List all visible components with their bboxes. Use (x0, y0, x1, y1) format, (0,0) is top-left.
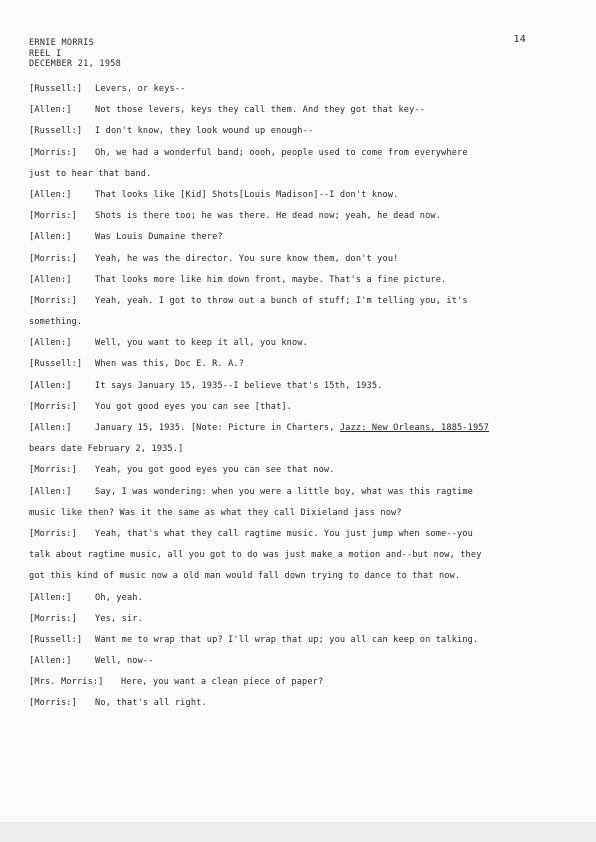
speaker-label: [Allen:] (29, 380, 72, 391)
interview-date: DECEMBER 21, 1958 (29, 59, 122, 69)
speaker-label: [Morris:] (29, 528, 77, 539)
transcript-line (29, 231, 569, 252)
book-title: Jazz: New Orleans, 1885-1957 (339, 423, 489, 433)
dialogue-text: Yes, sir. (95, 613, 143, 624)
transcript-continuation-line (29, 443, 569, 464)
speaker-label: [Morris:] (29, 698, 77, 709)
speaker-label: [Russell:] (29, 84, 83, 94)
speaker-label: [Allen:] (29, 592, 72, 603)
dialogue-continuation: just to hear that band. (29, 168, 152, 179)
transcript-line (29, 125, 569, 146)
dialogue-text: Here, you want a clean piece of paper? (121, 677, 324, 688)
dialogue-text: Well, you want to keep it all, you know. (95, 338, 308, 349)
dialogue-continuation: talk about ragtime music, all you got to do was just make a motion and--but now, they (29, 550, 482, 561)
transcript-continuation-line (29, 549, 569, 570)
speaker-label: [Russell:] (29, 634, 83, 645)
dialogue-text: Was Louis Dumaine there? (95, 232, 223, 243)
transcript-continuation-line (29, 507, 569, 528)
transcript-line (29, 528, 569, 549)
transcript-line (29, 189, 569, 210)
transcript-line (29, 83, 569, 104)
dialogue-text: Yeah, that's what they call ragtime music. You just jump when some--you (95, 528, 473, 539)
speaker-label: [Russell:] (29, 126, 83, 137)
speaker-label: [Morris:] (29, 465, 77, 476)
speaker-label: [Morris:] (29, 295, 77, 306)
speaker-label: [Allen:] (29, 274, 72, 285)
speaker-label: [Allen:] (29, 656, 72, 667)
transcript-line (29, 274, 569, 295)
interviewee-name: ERNIE MORRIS (29, 38, 95, 48)
speaker-label: [Russell:] (29, 359, 83, 370)
dialogue-text: Oh, yeah. (95, 592, 143, 603)
speaker-label: [Allen:] (29, 189, 72, 200)
transcript-line (29, 486, 569, 507)
speaker-label: [Allen:] (29, 486, 72, 497)
dialogue-continuation: something. (29, 317, 83, 328)
dialogue-text: That looks more like him down front, maybe. That's a fine picture. (95, 274, 447, 285)
speaker-label: [Morris:] (29, 613, 77, 624)
transcript-continuation-line (29, 316, 569, 337)
reel-label: REEL I (29, 48, 62, 59)
dialogue-text: Yeah, yeah. I got to throw out a bunch of stuff; I'm telling you, it's (95, 295, 468, 306)
page-number: 14 (513, 34, 526, 45)
dialogue-text: Yeah, you got good eyes you can see that now. (95, 465, 335, 476)
dialogue-continuation: music like then? Was it the same as what they call Dixieland jass now? (29, 507, 402, 518)
dialogue-text: Oh, we had a wonderful band; oooh, people used to come from everywhere (95, 147, 468, 158)
dialogue-text: I don't know, they look wound up enough-- (95, 126, 314, 137)
speaker-label: [Allen:] (29, 105, 72, 116)
transcript-line (29, 592, 569, 613)
dialogue-text: That looks like [Kid] Shots[Louis Madison]--I don't know. (95, 189, 399, 200)
transcript-line (29, 337, 569, 358)
transcript-line (29, 147, 569, 168)
transcript-line (29, 634, 569, 655)
dialogue-text: No, that's all right. (95, 698, 207, 709)
transcript-line (29, 380, 569, 401)
transcript-line (29, 655, 569, 676)
speaker-label: [Allen:] (29, 232, 72, 243)
dialogue-text: You got good eyes you can see [that]. (95, 401, 292, 412)
speaker-label: [Mrs. Morris:] (29, 677, 104, 688)
transcript-line (29, 295, 569, 316)
transcript-line (29, 358, 569, 379)
transcript-line (29, 613, 569, 634)
dialogue-text (95, 422, 489, 434)
dialogue-text: Want me to wrap that up? I'll wrap that up; you all can keep on talking. (95, 634, 479, 645)
transcript-line (29, 104, 569, 125)
dialogue-text: Not those levers, keys they call them. And they got that key-- (95, 105, 426, 116)
dialogue-continuation: got this kind of music now a old man would fall down trying to dance to that now. (29, 571, 461, 582)
dialogue-text: When was this, Doc E. R. A.? (95, 359, 245, 370)
transcript-continuation-line (29, 570, 569, 591)
transcript-body (29, 83, 569, 719)
dialogue-text: Yeah, he was the director. You sure know them, don't you! (95, 253, 399, 264)
scan-bottom-edge (0, 822, 596, 842)
transcript-line (29, 422, 569, 443)
speaker-label: [Allen:] (29, 338, 72, 349)
speaker-label: [Morris:] (29, 401, 77, 412)
transcript-line (29, 697, 569, 718)
speaker-label: [Morris:] (29, 147, 77, 158)
dialogue-text: Say, I was wondering: when you were a little boy, what was this ragtime (95, 486, 473, 497)
transcript-line (29, 676, 569, 697)
dialogue-text: Well, now-- (95, 656, 154, 667)
transcript-line (29, 401, 569, 422)
transcript-line (29, 253, 569, 274)
transcript-header (29, 38, 121, 70)
note-text: January 15, 1935. [Note: Picture in Charters, (95, 423, 340, 433)
transcript-continuation-line (29, 168, 569, 189)
dialogue-continuation: bears date February 2, 1935.] (29, 444, 184, 455)
transcript-line (29, 210, 569, 231)
dialogue-text: Levers, or keys-- (95, 84, 186, 94)
speaker-label: [Allen:] (29, 423, 72, 433)
dialogue-text: It says January 15, 1935--I believe that's 15th, 1935. (95, 380, 383, 391)
speaker-label: [Morris:] (29, 253, 77, 264)
transcript-line (29, 464, 569, 485)
dialogue-text: Shots is there too; he was there. He dead now; yeah, he dead now. (95, 211, 442, 222)
speaker-label: [Morris:] (29, 211, 77, 222)
